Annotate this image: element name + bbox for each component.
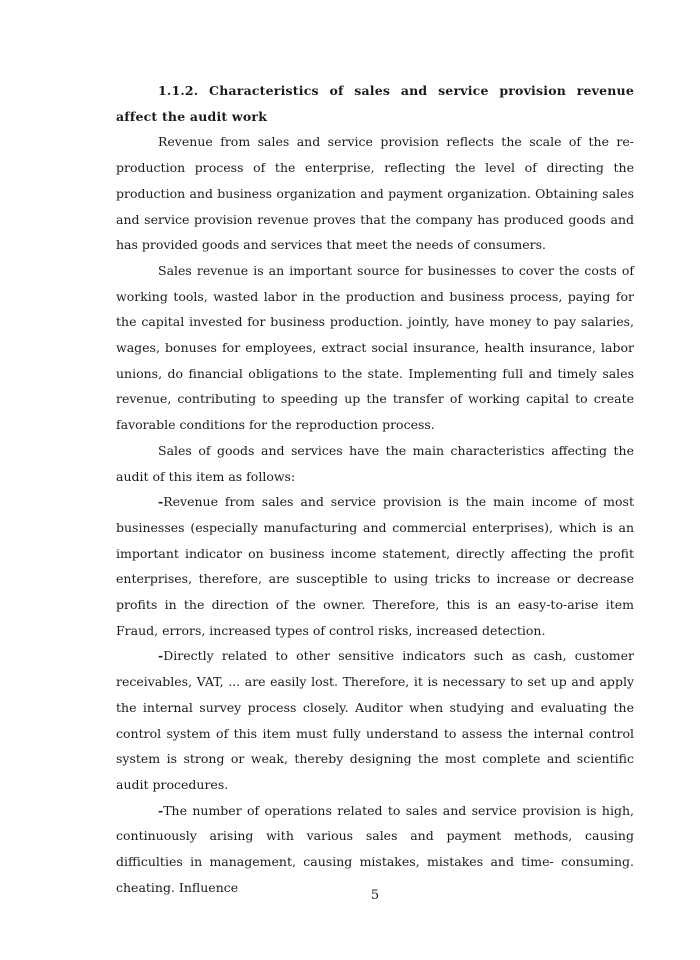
bullet-text: Directly related to other sensitive indicators such as cash, customer receivables, VAT, ... are easily lost. Therefore, it is necessary to set up and apply the internal survey process closely. Auditor when studying and evaluating the control system of this item must fully understand to assess the internal control system is strong or weak, thereby designing the most complete and scientific audit procedures. — [116, 648, 634, 792]
page-number: 5 — [370, 888, 380, 903]
bullet-item — [116, 489, 634, 643]
paragraph-revenue-scale: Revenue from sales and service provision reflects the scale of the re-production process of the enterprise, reflecting the level of directing the production and business organization and payment organization. Obtaining sales and service provision revenue proves that the company has produced goods and has provided goods and services that meet the needs of consumers. — [116, 134, 634, 253]
bullet-mark: - — [158, 494, 164, 510]
bullet-text: Revenue from sales and service provision is the main income of most businesses (especially manufacturing and commercial enterprises), which is an important indicator on business income statement, directly affecting the profit enterprises, therefore, are susceptible to using tricks to increase or decrease profits in the direction of the owner. Therefore, this is an easy-to-arise item Fraud, errors, increased types of control risks, increased detection. — [116, 494, 634, 638]
paragraph-characteristics-intro: Sales of goods and services have the main characteristics affecting the audit of this item as follows: — [116, 442, 634, 484]
bullet-mark: - — [158, 648, 164, 664]
bullet-mark: - — [158, 802, 164, 818]
bullet-item — [116, 798, 634, 901]
bullet-text: The number of operations related to sales and service provision is high, continuously arising with various sales and payment methods, causing difficulties in management, causing mistakes, mistakes and time- consuming. cheating. Influence — [116, 802, 634, 895]
document-page — [116, 78, 634, 901]
section-heading: 1.1.2. Characteristics of sales and service provision revenue affect the audit work — [116, 83, 634, 124]
bullet-item — [116, 643, 634, 797]
paragraph-sales-revenue-source: Sales revenue is an important source for businesses to cover the costs of working tools, wasted labor in the production and business process, paying for the capital invested for business production. jointly, have money to pay salaries, wages, bonuses for employees, extract social insurance, health insurance, labor unions, do financial obligations to the state. Implementing full and timely sales revenue, contributing to speeding up the transfer of working capital to create favorable conditions for the reproduction process. — [116, 262, 634, 433]
